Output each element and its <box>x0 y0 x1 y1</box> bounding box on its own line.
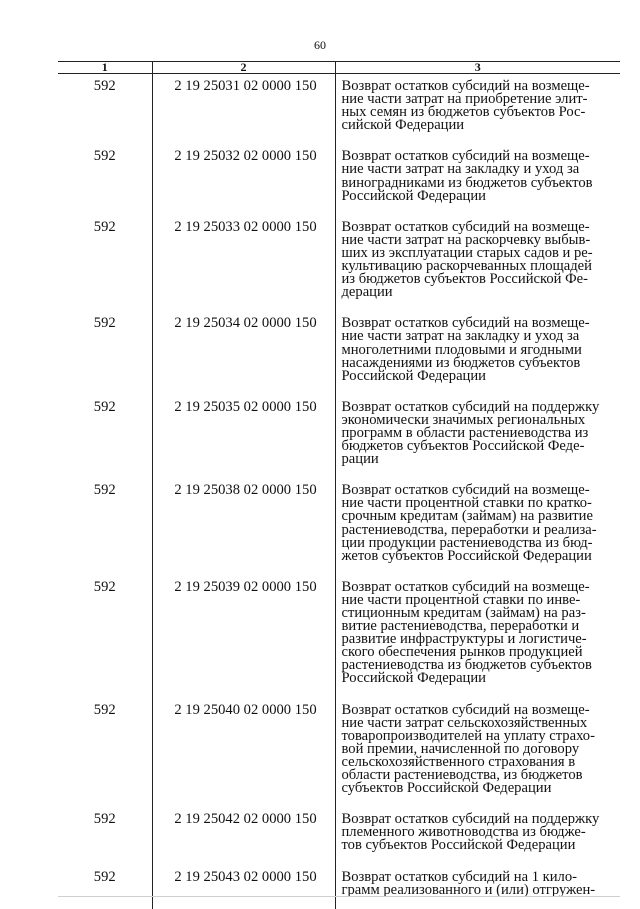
admin-code-cell: 592 <box>93 701 116 718</box>
description-line: экономически значимых региональных <box>341 411 586 428</box>
table-row <box>58 575 620 698</box>
description-line: ние части затрат на закладку и уход за <box>341 328 580 345</box>
description-line: развитие инфраструктуры и логистиче- <box>341 631 587 648</box>
description-line: Возврат остатков субсидий на возмеще- <box>341 78 590 94</box>
description-cell <box>335 215 620 312</box>
description-line: ции продукции растениеводства из бюд- <box>341 534 593 551</box>
description-line: Возврат остатков субсидий на 1 кило- <box>341 868 577 885</box>
table-row <box>58 478 620 575</box>
description-line: ние части затрат на приобретение элит- <box>341 91 588 108</box>
description-line: стиционным кредитам (займам) на раз- <box>341 605 586 621</box>
description-cell <box>335 144 620 214</box>
description-line: Возврат остатков субсидий на поддержку <box>341 398 600 415</box>
description-line: Возврат остатков субсидий на возмеще- <box>341 701 590 718</box>
page-bottom-rule <box>58 896 620 897</box>
budget-classification-code-cell: 2 19 25033 02 0000 150 <box>152 215 335 312</box>
description-cell <box>335 865 620 909</box>
description-line: ние части процентной ставки по инве- <box>341 591 581 608</box>
budget-classification-code-cell: 2 19 25034 02 0000 150 <box>152 311 335 394</box>
budget-classification-code-cell: 2 19 25042 02 0000 150 <box>152 807 335 864</box>
description-cell <box>335 478 620 575</box>
budget-classification-code-cell: 2 19 25032 02 0000 150 <box>152 144 335 214</box>
table-row <box>58 807 620 864</box>
description-cell <box>335 807 620 864</box>
description-line: многолетними плодовыми и ягодными <box>341 341 582 358</box>
admin-code-cell: 592 <box>93 315 116 332</box>
table-row <box>58 698 620 808</box>
admin-code-cell: 592 <box>93 482 116 499</box>
budget-classification-code-cell: 2 19 25043 02 0000 150 <box>152 865 335 909</box>
admin-code-cell: 592 <box>93 78 116 94</box>
table-row <box>58 144 620 214</box>
description-cell <box>335 74 620 145</box>
admin-code-cell: 592 <box>93 868 116 885</box>
description-line: культивацию раскорчеванных площадей <box>341 258 592 275</box>
column-header-1: 1 <box>58 62 152 74</box>
description-line: ского обеспечения рынков продукцией <box>341 644 583 661</box>
table-body <box>58 74 620 909</box>
description-line: тов субъектов Российской Федерации <box>341 837 576 854</box>
budget-code-table <box>58 61 620 909</box>
description-line: ние части затрат на закладку и уход за <box>341 161 580 178</box>
description-cell <box>335 575 620 698</box>
description-line: рации <box>341 451 379 468</box>
description-line: срочным кредитам (займам) на развитие <box>341 508 593 525</box>
table-row <box>58 865 620 909</box>
description-line: товаропроизводителей на уплату страхо- <box>341 727 595 744</box>
page-number: 60 <box>314 38 326 52</box>
column-header-2: 2 <box>152 62 335 74</box>
description-line: витие растениеводства, переработки и <box>341 618 580 635</box>
table-row <box>58 395 620 478</box>
description-line: Возврат остатков субсидий на возмеще- <box>341 218 590 235</box>
description-line: субъектов Российской Федерации <box>341 780 552 797</box>
table-row <box>58 74 620 145</box>
description-line: сельскохозяйственного страхования в <box>341 753 576 770</box>
admin-code-cell: 592 <box>93 398 116 415</box>
description-line: бюджетов субъектов Российской Феде- <box>341 438 585 455</box>
description-line: Возврат остатков субсидий на возмеще- <box>341 482 590 499</box>
description-line: племенного животноводства из бюдже- <box>341 824 586 841</box>
description-line: из бюджетов субъектов Российской Фе- <box>341 271 588 288</box>
description-line: Возврат остатков субсидий на возмеще- <box>341 148 590 165</box>
description-line: ных семян из бюджетов субъектов Рос- <box>341 104 586 121</box>
description-line: дерации <box>341 284 393 301</box>
admin-code-cell: 592 <box>93 811 116 828</box>
description-line: растениеводства, переработки и реализа- <box>341 521 597 538</box>
description-line: области растениеводства, из бюджетов <box>341 767 583 784</box>
budget-classification-code-cell: 2 19 25039 02 0000 150 <box>152 575 335 698</box>
description-line: ние части процентной ставки по кратко- <box>341 495 592 512</box>
description-cell <box>335 698 620 808</box>
description-line: сийской Федерации <box>341 117 465 134</box>
description-line: Российской Федерации <box>341 670 486 687</box>
description-line: насаждениями из бюджетов субъектов <box>341 354 581 371</box>
description-cell <box>335 311 620 394</box>
description-line: ших из эксплуатации старых садов и ре- <box>341 244 593 261</box>
description-line: растениеводства из бюджетов субъектов <box>341 657 592 674</box>
column-header-3: 3 <box>335 62 620 74</box>
description-line: Возврат остатков субсидий на возмеще- <box>341 578 590 595</box>
description-line: программ в области растениеводства из <box>341 424 589 441</box>
table-header-row <box>58 62 620 74</box>
description-line: Российской Федерации <box>341 367 486 384</box>
description-line: жетов субъектов Российской Федерации <box>341 547 592 564</box>
description-line: грамм реализованного и (или) отгружен- <box>341 881 596 898</box>
description-cell <box>335 395 620 478</box>
description-line: вой премии, начисленной по договору <box>341 740 580 757</box>
description-line: виноградниками из бюджетов субъектов <box>341 174 593 191</box>
admin-code-cell: 592 <box>93 578 116 595</box>
description-line: Возврат остатков субсидий на поддержку <box>341 811 600 828</box>
budget-classification-code-cell: 2 19 25031 02 0000 150 <box>152 74 335 145</box>
admin-code-cell: 592 <box>93 148 116 165</box>
table-row <box>58 215 620 312</box>
description-line: Российской Федерации <box>341 187 486 204</box>
description-line: Возврат остатков субсидий на возмеще- <box>341 315 590 332</box>
table-row <box>58 311 620 394</box>
description-line: ние части затрат сельскохозяйственных <box>341 714 588 731</box>
budget-classification-code-cell: 2 19 25035 02 0000 150 <box>152 395 335 478</box>
budget-classification-code-cell: 2 19 25038 02 0000 150 <box>152 478 335 575</box>
admin-code-cell: 592 <box>93 218 116 235</box>
budget-classification-code-cell: 2 19 25040 02 0000 150 <box>152 698 335 808</box>
description-line: ние части затрат на раскорчевку выбыв- <box>341 231 591 248</box>
